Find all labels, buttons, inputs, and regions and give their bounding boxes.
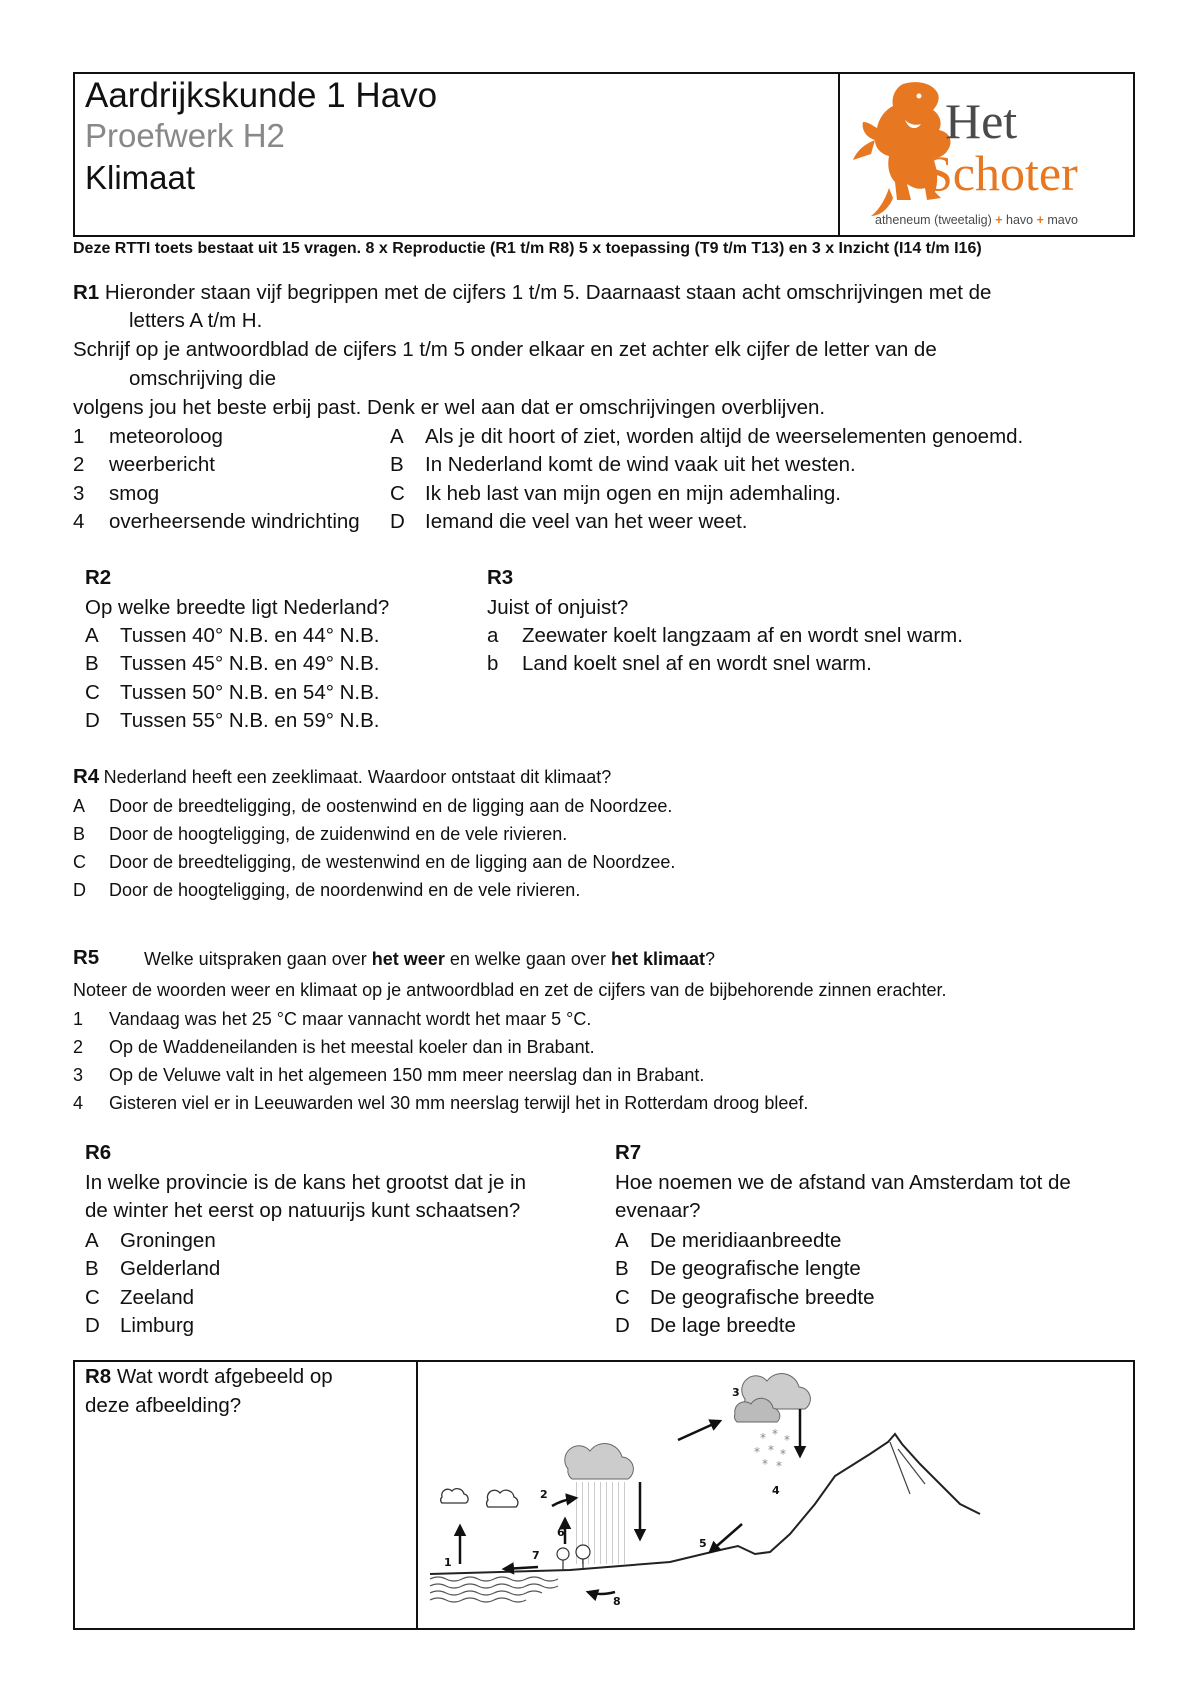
item-num: 1 [73, 1009, 84, 1029]
water-cycle-diagram [420, 1364, 1132, 1626]
svg-text:*: * [768, 1443, 774, 1457]
diagram-number: 7 [532, 1549, 540, 1562]
svg-text:*: * [776, 1459, 782, 1473]
option-letter: A [85, 624, 99, 647]
question-label: R4 [73, 765, 100, 788]
logo-plus: + [1036, 213, 1044, 227]
item-text: Op de Waddeneilanden is het meestal koeler dan in Brabant. [109, 1037, 595, 1057]
option-text: Zeeland [120, 1286, 195, 1309]
option-text: Land koelt snel af en wordt snel warm. [522, 652, 872, 675]
r6-question-line1: In welke provincie is de kans het grootst dat je in [85, 1171, 526, 1194]
water-cycle-illustration [420, 1364, 1132, 1626]
r2-question: Op welke breedte ligt Nederland? [85, 596, 390, 619]
option-text: Gelderland [120, 1257, 221, 1280]
option-letter: a [487, 624, 499, 647]
r1-letter: C [390, 482, 405, 505]
option-letter: C [85, 681, 100, 704]
header-divider [838, 72, 840, 237]
option-letter: C [85, 1286, 100, 1309]
svg-text:*: * [754, 1445, 760, 1459]
logo-sub-a: atheneum (tweetalig) [875, 213, 996, 227]
small-cloud [441, 1489, 518, 1507]
item-num: 4 [73, 1093, 84, 1113]
logo-sub-b: havo [1002, 213, 1037, 227]
r1-text: Hieronder staan vijf begrippen met de cijfers 1 t/m 5. Daarnaast staan acht omschrijvingen met de [104, 281, 992, 304]
svg-text:*: * [784, 1433, 790, 1447]
r8-box-divider [416, 1360, 418, 1630]
option-text: Door de breedteligging, de westenwind en de ligging aan de Noordzee. [109, 852, 676, 872]
r8-text: Wat wordt afgebeeld op [116, 1365, 333, 1388]
sea-waves [430, 1577, 558, 1602]
option-letter: b [487, 652, 499, 675]
svg-text:*: * [772, 1427, 778, 1441]
r7-question-line2: evenaar? [615, 1199, 701, 1222]
r1-letter: D [390, 510, 405, 533]
r1-term: weerbericht [109, 453, 215, 476]
item-num: 3 [73, 1065, 84, 1085]
option-letter: A [85, 1229, 99, 1252]
option-text: De geografische lengte [650, 1257, 861, 1280]
option-text: De lage breedte [650, 1314, 796, 1337]
r5-q-klimaat: het klimaat [610, 949, 705, 969]
logo-subtitle [875, 213, 1078, 227]
r1-line4: omschrijving die [129, 367, 276, 390]
svg-text:*: * [760, 1431, 766, 1445]
option-letter: A [615, 1229, 629, 1252]
r8-question-line2: deze afbeelding? [85, 1394, 242, 1417]
r1-term-num: 4 [73, 510, 85, 533]
option-letter: B [85, 1257, 99, 1280]
option-letter: B [85, 652, 99, 675]
option-text: Zeewater koelt langzaam af en wordt snel warm. [522, 624, 963, 647]
r1-desc: In Nederland komt de wind vaak uit het westen. [425, 453, 856, 476]
question-label: R2 [85, 566, 112, 589]
question-label: R8 [85, 1365, 112, 1388]
r1-letter: B [390, 453, 404, 476]
r3-question: Juist of onjuist? [487, 596, 629, 619]
item-text: Op de Veluwe valt in het algemeen 150 mm meer neerslag dan in Brabant. [109, 1065, 705, 1085]
r1-line5: volgens jou het beste erbij past. Denk er wel aan dat er omschrijvingen overblijven. [73, 396, 826, 419]
option-letter: C [73, 852, 86, 872]
option-letter: C [615, 1286, 630, 1309]
question-label: R5 [73, 946, 100, 969]
r1-line2: letters A t/m H. [129, 309, 263, 332]
school-logo [845, 76, 1131, 232]
option-text: Tussen 45° N.B. en 49° N.B. [120, 652, 380, 675]
logo-plus: + [995, 213, 1003, 227]
svg-text:*: * [762, 1457, 768, 1471]
option-text: Tussen 55° N.B. en 59° N.B. [120, 709, 380, 732]
r8-question-line1 [85, 1367, 333, 1388]
chapter-title: Klimaat [85, 159, 196, 196]
test-title: Proefwerk H2 [85, 117, 285, 154]
diagram-number: 1 [444, 1556, 452, 1569]
diagram-number: 3 [732, 1386, 740, 1399]
r1-desc: Ik heb last van mijn ogen en mijn ademhaling. [425, 482, 841, 505]
logo-text-schoter: Schoter [925, 145, 1078, 201]
r6-question-line2: de winter het eerst op natuurijs kunt schaatsen? [85, 1199, 521, 1222]
option-text: Tussen 40° N.B. en 44° N.B. [120, 624, 380, 647]
rain-cloud [565, 1444, 634, 1564]
r1-term: meteoroloog [109, 425, 223, 448]
test-info: Deze RTTI toets bestaat uit 15 vragen. 8 x Reproductie (R1 t/m R8) 5 x toepassing (T9 t/m T13) en 3 x Inzicht (I14 t/m I16) [73, 240, 982, 257]
option-text: De meridiaanbreedte [650, 1229, 842, 1252]
r1-line1 [73, 283, 991, 304]
question-label: R6 [85, 1141, 112, 1164]
r1-term-num: 2 [73, 453, 85, 476]
option-letter: D [73, 880, 86, 900]
option-letter: A [73, 796, 86, 816]
r5-question [144, 950, 715, 968]
item-text: Gisteren viel er in Leeuwarden wel 30 mm neerslag terwijl het in Rotterdam droog bleef. [109, 1093, 809, 1113]
diagram-number: 4 [772, 1484, 780, 1497]
diagram-number: 6 [557, 1526, 565, 1539]
r1-line3: Schrijf op je antwoordblad de cijfers 1 t/m 5 onder elkaar en zet achter elk cijfer de letter van de [73, 338, 937, 361]
option-text: Groningen [120, 1229, 216, 1252]
diagram-number: 5 [699, 1537, 707, 1550]
r4-question: Nederland heeft een zeeklimaat. Waardoor ontstaat dit klimaat? [103, 767, 612, 787]
r1-term-num: 3 [73, 482, 85, 505]
r1-term: smog [109, 482, 160, 505]
r5-q-part: Welke uitspraken gaan over [144, 949, 372, 969]
question-label: R3 [487, 566, 514, 589]
r4-question-line [73, 765, 611, 789]
r7-question-line1: Hoe noemen we de afstand van Amsterdam tot de [615, 1171, 1071, 1194]
option-letter: B [615, 1257, 629, 1280]
svg-text:*: * [780, 1447, 786, 1461]
r5-q-weer: het weer [371, 949, 445, 969]
logo-text-het: Het [945, 93, 1018, 149]
option-letter: D [85, 709, 100, 732]
diagram-number: 2 [540, 1488, 548, 1501]
question-label: R7 [615, 1141, 642, 1164]
r1-desc: Iemand die veel van het weer weet. [425, 510, 748, 533]
option-text: Door de hoogteligging, de noordenwind en de vele rivieren. [109, 880, 581, 900]
option-letter: D [85, 1314, 100, 1337]
option-letter: B [73, 824, 86, 844]
option-text: Limburg [120, 1314, 195, 1337]
r5-instruction: Noteer de woorden weer en klimaat op je antwoordblad en zet de cijfers van de bijbehorende zinnen erachter. [73, 980, 947, 1000]
course-title: Aardrijkskunde 1 Havo [85, 76, 438, 115]
logo-sub-c: mavo [1043, 213, 1078, 227]
r5-q-part: en welke gaan over [444, 949, 611, 969]
option-text: Door de breedteligging, de oostenwind en de ligging aan de Noordzee. [109, 796, 673, 816]
r1-term-num: 1 [73, 425, 85, 448]
question-label: R1 [73, 281, 100, 304]
diagram-number: 8 [613, 1595, 621, 1608]
r1-letter: A [390, 425, 404, 448]
item-num: 2 [73, 1037, 84, 1057]
r1-desc: Als je dit hoort of ziet, worden altijd de weerselementen genoemd. [425, 425, 1024, 448]
r5-q-part: ? [704, 949, 715, 969]
option-text: Door de hoogteligging, de zuidenwind en de vele rivieren. [109, 824, 568, 844]
option-letter: D [615, 1314, 630, 1337]
option-text: Tussen 50° N.B. en 54° N.B. [120, 681, 380, 704]
trees [557, 1545, 590, 1570]
item-text: Vandaag was het 25 °C maar vannacht wordt het maar 5 °C. [109, 1009, 592, 1029]
r1-term: overheersende windrichting [109, 510, 360, 533]
option-text: De geografische breedte [650, 1286, 875, 1309]
